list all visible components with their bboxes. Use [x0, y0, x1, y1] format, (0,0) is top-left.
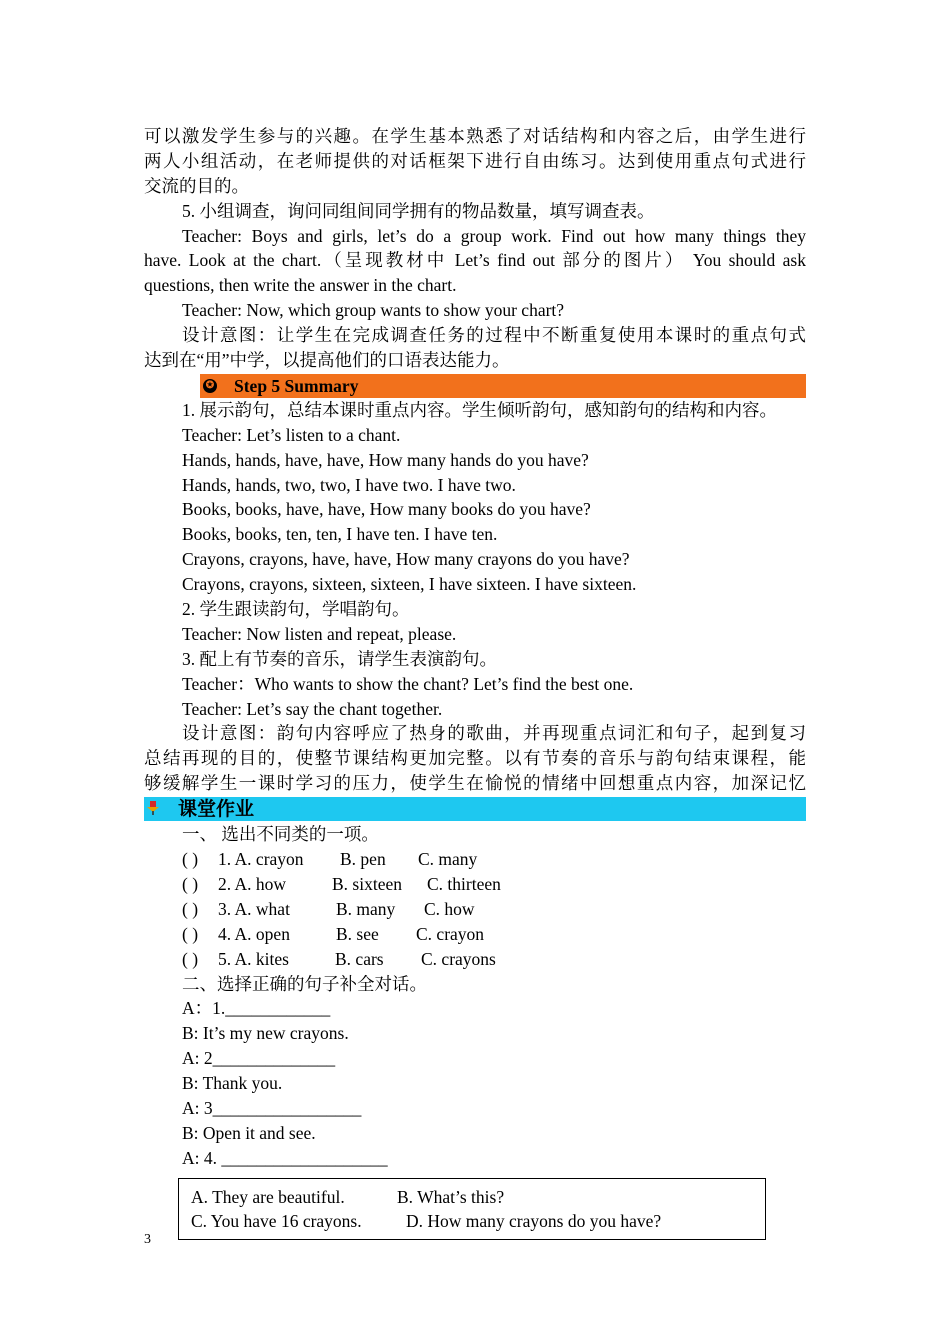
dialogue-line: A: 3_________________ [182, 1097, 362, 1118]
document-body [144, 124, 806, 1171]
step-line: 3. 配上有节奏的音乐，请学生表演韵句。 [182, 648, 497, 669]
chant-line: Hands, hands, have, have, How many hands do you have? [182, 449, 589, 470]
chant-line: Books, books, ten, ten, I have ten. I have ten. [182, 524, 498, 545]
part1-title: 一、 选出不同类的一项。 [182, 824, 379, 845]
part2-title: 二、选择正确的句子补全对话。 [182, 973, 427, 994]
chant-line: Hands, hands, two, two, I have two. I have two. [182, 474, 516, 495]
question-row [144, 922, 806, 947]
option-a: 5. A. kites [218, 948, 289, 969]
dialogue-line: B: Thank you. [182, 1073, 283, 1094]
design-intent-line: 设计意图：让学生在完成调查任务的过程中不断重复使用本课时的重点句式 [182, 325, 806, 346]
option-c: C. many [418, 849, 478, 870]
paragraph-line: 两人小组活动，在老师提供的对话框架下进行自由练习。达到使用重点句式进行 [144, 150, 806, 171]
teacher-line: questions, then write the answer in the chart. [144, 275, 457, 296]
option-sentence-b: B. What’s this? [397, 1187, 505, 1207]
options-box [178, 1178, 766, 1240]
dialogue-line: A: 2______________ [182, 1048, 336, 1069]
chant-line: Crayons, crayons, sixteen, sixteen, I have sixteen. I have sixteen. [182, 574, 637, 595]
options-row [191, 1185, 753, 1209]
design-intent-line: 够缓解学生一课时学习的压力，使学生在愉悦的情绪中回想重点内容，加深记忆 [144, 773, 806, 794]
option-b: B. many [336, 898, 396, 919]
chant-line: Crayons, crayons, have, have, How many crayons do you have? [182, 549, 630, 570]
page-number: 3 [144, 1232, 151, 1247]
homework-heading [144, 797, 806, 821]
dialogue-line: A：1.____________ [182, 998, 331, 1019]
paragraph-line: 交流的目的。 [144, 175, 249, 196]
dialogue-line: A: 4. ___________________ [182, 1147, 388, 1168]
option-c: C. thirteen [427, 873, 501, 894]
homework-title: 课堂作业 [178, 798, 255, 821]
step-line: 2. 学生跟读韵句，学唱韵句。 [182, 599, 410, 620]
teacher-line: have. Look at the chart.（呈现教材中 Let’s find out 部分的图片） You should ask [144, 250, 806, 271]
option-sentence-a: A. They are beautiful. [191, 1187, 345, 1207]
answer-bracket: ( ) [182, 948, 199, 969]
step-item: 5. 小组调查，询问同组间同学拥有的物品数量，填写调查表。 [182, 200, 655, 221]
pin-icon [147, 801, 159, 815]
dialogue-line: B: Open it and see. [182, 1122, 316, 1143]
option-b: B. cars [335, 948, 384, 969]
option-c: C. crayons [421, 948, 496, 969]
option-b: B. see [336, 923, 379, 944]
star-circle-icon: ✪ [203, 379, 217, 393]
answer-bracket: ( ) [182, 923, 199, 944]
design-intent-line: 设计意图：韵句内容呼应了热身的歌曲，并再现重点词汇和句子，起到复习 [182, 723, 806, 744]
design-intent-line: 总结再现的目的，使整节课结构更加完整。以有节奏的音乐与韵句结束课程，能 [144, 748, 806, 769]
option-a: 3. A. what [218, 898, 290, 919]
question-row [144, 897, 806, 922]
step-line: Teacher: Let’s say the chant together. [182, 698, 443, 719]
paragraph-line: 可以激发学生参与的兴趣。在学生基本熟悉了对话结构和内容之后，由学生进行 [144, 126, 806, 146]
option-b: B. pen [340, 849, 386, 870]
option-b: B. sixteen [332, 873, 402, 894]
chant-line: Books, books, have, have, How many books do you have? [182, 499, 591, 520]
dialogue-line: B: It’s my new crayons. [182, 1023, 349, 1044]
option-c: C. how [424, 898, 475, 919]
step-line: Teacher: Let’s listen to a chant. [182, 424, 401, 445]
option-sentence-c: C. You have 16 crayons. [191, 1211, 362, 1231]
options-row [191, 1209, 753, 1233]
option-a: 2. A. how [218, 873, 287, 894]
answer-bracket: ( ) [182, 849, 199, 870]
step5-title: Step 5 Summary [234, 375, 359, 396]
teacher-line: Teacher: Now, which group wants to show your chart? [182, 300, 565, 321]
option-a: 4. A. open [218, 923, 290, 944]
step-line: Teacher: Now listen and repeat, please. [182, 623, 457, 644]
answer-bracket: ( ) [182, 873, 199, 894]
step5-heading [200, 374, 806, 398]
step-line: Teacher：Who wants to show the chant? Let’s find the best one. [182, 673, 634, 694]
step-line: 1. 展示韵句，总结本课时重点内容。学生倾听韵句，感知韵句的结构和内容。 [182, 399, 777, 420]
design-intent-line: 达到在“用”中学，以提高他们的口语表达能力。 [144, 350, 510, 371]
answer-bracket: ( ) [182, 898, 199, 919]
question-row [144, 947, 806, 972]
teacher-line: Teacher: Boys and girls, let’s do a group work. Find out how many things they [182, 225, 806, 246]
option-sentence-d: D. How many crayons do you have? [406, 1211, 662, 1231]
option-a: 1. A. crayon [218, 849, 304, 870]
question-row [144, 847, 806, 872]
question-row [144, 872, 806, 897]
option-c: C. crayon [416, 923, 485, 944]
